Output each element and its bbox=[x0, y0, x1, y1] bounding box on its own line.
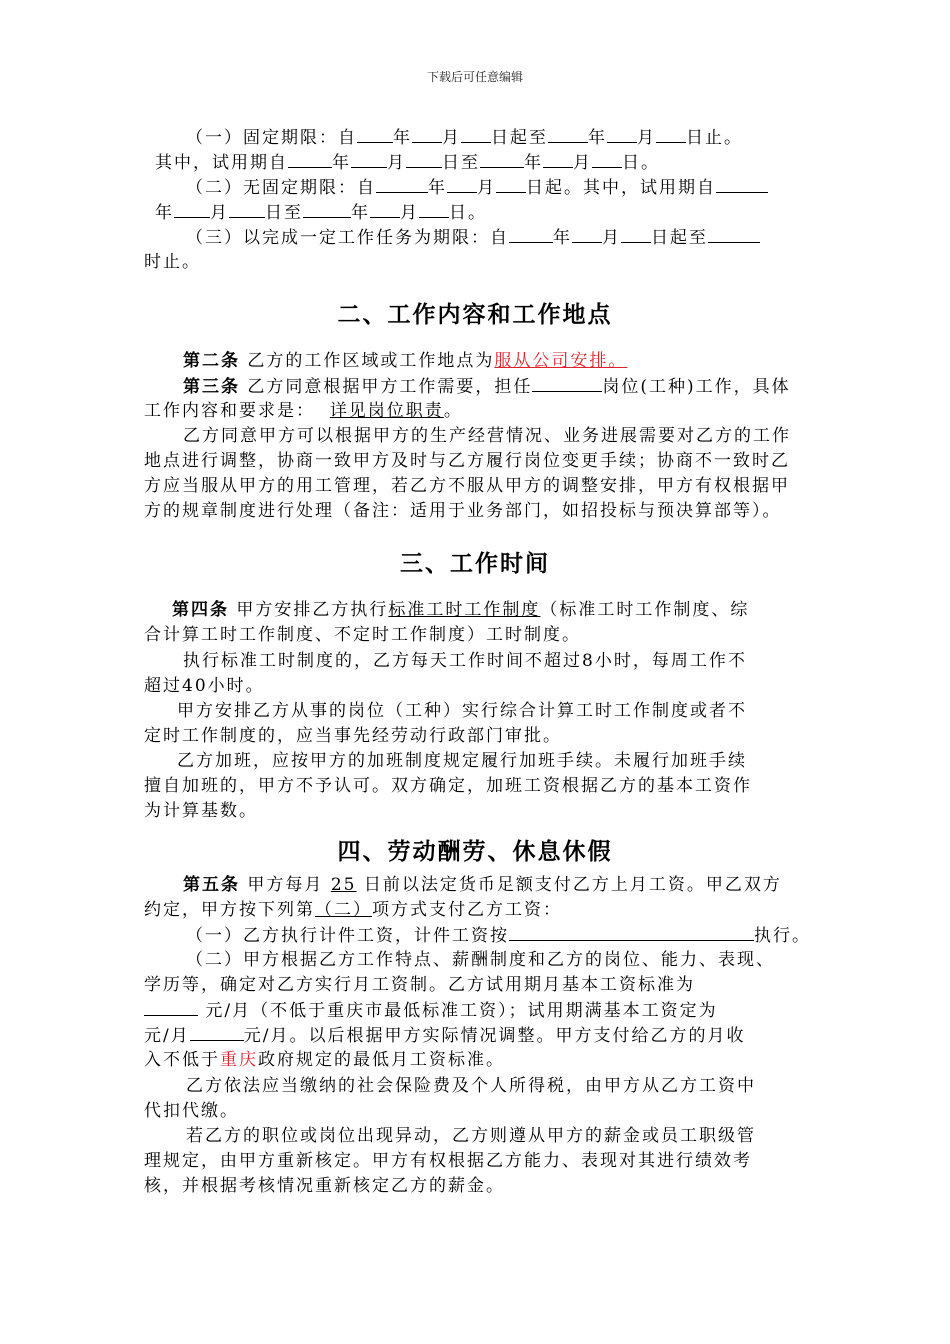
term-fixed-line bbox=[186, 126, 743, 149]
comp-hours-l1: 甲方安排乙方从事的岗位（工种）实行综合计算工时工作制度或者不 bbox=[177, 701, 747, 721]
text: 年 bbox=[553, 228, 572, 248]
city-highlight: 重庆 bbox=[220, 1050, 258, 1070]
text: 项方式支付乙方工资： bbox=[372, 900, 562, 920]
job-duty-value: 详见岗位职责 bbox=[329, 401, 444, 421]
text: 岗位(工种)工作，具体 bbox=[602, 377, 791, 397]
text: 月 bbox=[477, 178, 496, 198]
blank-field bbox=[532, 375, 602, 392]
page-header: 下载后可任意编辑 bbox=[426, 70, 523, 84]
text: 月 bbox=[602, 228, 621, 248]
std-hours-l1: 执行标准工时制度的，乙方每天工作时间不超过8小时，每周工作不 bbox=[183, 651, 747, 671]
blank-field bbox=[548, 126, 588, 143]
text: 月 bbox=[442, 128, 461, 148]
text: 元/月（不低于重庆市最低标准工资）；试用期满基本工资定为 bbox=[205, 1001, 718, 1021]
text: 日至 bbox=[265, 203, 303, 223]
tax-l1: 乙方依法应当缴纳的社会保险费及个人所得税，由甲方从乙方工资中 bbox=[186, 1076, 756, 1096]
section-heading-work-content: 二、工作内容和工作地点 bbox=[337, 302, 613, 328]
text: 年 bbox=[588, 128, 607, 148]
pay-day-value: 25 bbox=[330, 875, 357, 895]
blank-field bbox=[656, 126, 686, 143]
blank-field bbox=[190, 1024, 244, 1041]
change-l2: 理规定，由甲方重新核定。甲方有权根据乙方能力、表现对其进行绩效考 bbox=[144, 1151, 752, 1171]
text: （二）无固定期限：自 bbox=[186, 178, 376, 198]
overtime-l3: 为计算基数。 bbox=[144, 801, 258, 821]
change-l3: 核，并根据考核情况重新核定乙方的薪金。 bbox=[144, 1176, 505, 1196]
text: 年 bbox=[155, 203, 174, 223]
adjust-para-l2: 地点进行调整，协商一致甲方及时与乙方履行岗位变更手续；协商不一致时乙 bbox=[144, 451, 790, 471]
pay-option-value: （二） bbox=[315, 900, 372, 920]
article-5-cont bbox=[144, 899, 562, 921]
std-hours-l2: 超过40小时。 bbox=[144, 676, 265, 696]
blank-field bbox=[480, 151, 524, 168]
text: 日至 bbox=[442, 153, 480, 173]
blank-field bbox=[351, 151, 387, 168]
text: （三）以完成一定工作任务为期限：自 bbox=[186, 228, 509, 248]
blank-field bbox=[229, 201, 265, 218]
text: 日。 bbox=[449, 203, 487, 223]
blank-field bbox=[461, 126, 491, 143]
blank-field bbox=[447, 176, 477, 193]
text: 月 bbox=[400, 203, 419, 223]
blank-field bbox=[572, 226, 602, 243]
text: 日。 bbox=[622, 153, 660, 173]
blank-field bbox=[419, 201, 449, 218]
article-2 bbox=[183, 350, 627, 372]
text: 年 bbox=[393, 128, 412, 148]
blank-field bbox=[288, 151, 332, 168]
blank-field bbox=[496, 176, 526, 193]
blank-field bbox=[509, 226, 553, 243]
work-hours-system-value: 标准工时工作制度 bbox=[388, 600, 541, 620]
text: 日止。 bbox=[686, 128, 743, 148]
blank-field bbox=[543, 151, 573, 168]
article-label: 第三条 bbox=[183, 377, 240, 397]
text: 月 bbox=[387, 153, 406, 173]
pay-monthly-l2: 学历等，确定对乙方实行月工资制。乙方试用期月基本工资标准为 bbox=[144, 975, 695, 995]
text: 甲方安排乙方执行 bbox=[236, 600, 389, 620]
term-open-line-2 bbox=[155, 201, 487, 224]
article-4 bbox=[172, 599, 749, 621]
text: 元/月 bbox=[144, 1026, 190, 1046]
pay-monthly-l3 bbox=[144, 999, 718, 1022]
text: 年 bbox=[351, 203, 370, 223]
text: （一）固定期限：自 bbox=[186, 128, 357, 148]
text: 年 bbox=[428, 178, 447, 198]
section-heading-pay-leave: 四、劳动酬劳、休息休假 bbox=[337, 839, 613, 865]
blank-field bbox=[716, 176, 768, 193]
probation-line bbox=[155, 151, 660, 174]
text: 月 bbox=[637, 128, 656, 148]
pay-monthly-l1: （二）甲方根据乙方工作特点、薪酬制度和乙方的岗位、能力、表现、 bbox=[186, 950, 775, 970]
blank-field bbox=[509, 924, 754, 941]
article-4-cont: 合计算工时工作制度、不定时工作制度）工时制度。 bbox=[144, 625, 581, 645]
article-3-cont bbox=[144, 400, 463, 422]
term-open-line bbox=[186, 176, 768, 199]
text: （一）乙方执行计件工资，计件工资按 bbox=[186, 926, 509, 946]
section-heading-work-time: 三、工作时间 bbox=[400, 551, 550, 577]
pay-piecework bbox=[186, 924, 811, 947]
article-label: 第五条 bbox=[183, 875, 240, 895]
text: 入不低于 bbox=[144, 1050, 220, 1070]
article-label: 第二条 bbox=[183, 351, 240, 371]
work-location-value: 服从公司安排。 bbox=[494, 351, 628, 371]
comp-hours-l2: 定时工作制度的，应当事先经劳动行政部门审批。 bbox=[144, 726, 562, 746]
blank-field bbox=[708, 226, 760, 243]
adjust-para-l3: 方应当服从甲方的用工管理，若乙方不服从甲方的调整安排，甲方有权根据甲 bbox=[144, 476, 790, 496]
blank-field bbox=[592, 151, 622, 168]
text: 乙方同意根据甲方工作需要，担任 bbox=[247, 377, 533, 397]
text: 日起至 bbox=[651, 228, 708, 248]
blank-field bbox=[621, 226, 651, 243]
blank-field bbox=[412, 126, 442, 143]
blank-field bbox=[144, 999, 198, 1016]
text: （标准工时工作制度、综 bbox=[540, 600, 750, 620]
text: 执行。 bbox=[754, 926, 811, 946]
text: 其中，试用期自 bbox=[155, 153, 288, 173]
pay-monthly-l4 bbox=[144, 1024, 745, 1047]
term-task-line bbox=[186, 226, 760, 249]
text: 日起至 bbox=[491, 128, 548, 148]
blank-field bbox=[357, 126, 393, 143]
adjust-para-l4: 方的规章制度进行处理（备注：适用于业务部门，如招投标与预决算部等）。 bbox=[144, 501, 782, 521]
adjust-para-l1: 乙方同意甲方可以根据甲方的生产经营情况、业务进展需要对乙方的工作 bbox=[183, 426, 791, 446]
article-5 bbox=[183, 874, 782, 896]
pay-monthly-l5 bbox=[144, 1049, 505, 1071]
overtime-l1: 乙方加班，应按甲方的加班制度规定履行加班手续。未履行加班手续 bbox=[177, 751, 747, 771]
blank-field bbox=[174, 201, 210, 218]
blank-field bbox=[303, 201, 351, 218]
text: 约定，甲方按下列第 bbox=[144, 900, 315, 920]
text: 甲方每月 bbox=[247, 875, 324, 895]
text: 工作内容和要求是： bbox=[144, 401, 315, 421]
text: 乙方的工作区域或工作地点为 bbox=[247, 351, 495, 371]
article-label: 第四条 bbox=[172, 600, 229, 620]
text: 日前以法定货币足额支付乙方上月工资。甲乙双方 bbox=[363, 875, 782, 895]
text: 日起。其中，试用期自 bbox=[526, 178, 716, 198]
overtime-l2: 擅自加班的，甲方不予认可。双方确定，加班工资根据乙方的基本工资作 bbox=[144, 776, 752, 796]
article-3 bbox=[183, 375, 791, 398]
blank-field bbox=[607, 126, 637, 143]
text: 政府规定的最低月工资标准。 bbox=[258, 1050, 505, 1070]
blank-field bbox=[376, 176, 428, 193]
tax-l2: 代扣代缴。 bbox=[144, 1101, 239, 1121]
term-task-line-2: 时止。 bbox=[144, 252, 201, 272]
change-l1: 若乙方的职位或岗位出现异动，乙方则遵从甲方的薪金或员工职级管 bbox=[186, 1126, 756, 1146]
text: 月 bbox=[573, 153, 592, 173]
text: 年 bbox=[332, 153, 351, 173]
text: 年 bbox=[524, 153, 543, 173]
text: 月 bbox=[210, 203, 229, 223]
text: 。 bbox=[443, 401, 463, 421]
blank-field bbox=[370, 201, 400, 218]
text: 元/月。以后根据甲方实际情况调整。甲方支付给乙方的月收 bbox=[243, 1026, 746, 1046]
blank-field bbox=[406, 151, 442, 168]
